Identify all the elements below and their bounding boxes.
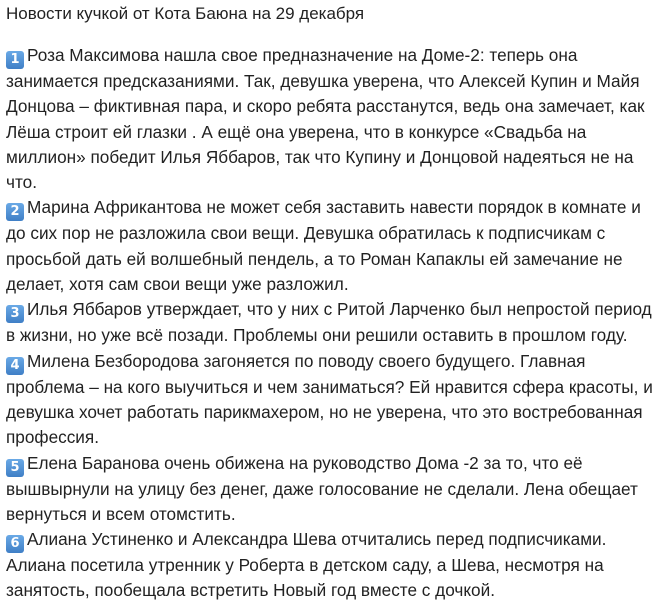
keycap-digit-one-icon: 1: [6, 51, 24, 69]
post-title: Новости кучкой от Кота Баюна на 29 декабря: [6, 4, 365, 23]
news-item-1: [6, 43, 664, 195]
news-item-text: Милена Безбородова загоняется по поводу своего будущего. Главная проблема – на кого выучиться и чем заниматься? Ей нравится сфера красоты, и девушка хочет работать парикмахером, но не уверена, что это востребованная профессия.: [6, 350, 653, 448]
keycap-digit-two-icon: 2: [6, 203, 24, 221]
keycap-digit-six-icon: 6: [6, 535, 24, 553]
news-item-text: Алиана Устиненко и Александра Шева отчитались перед подписчиками. Алиана посетила утренник у Роберта в детском саду, а Шева, несмотря на занятость, пообещала встретить Новый год вместе с дочкой.: [6, 529, 607, 601]
news-item-text: Роза Максимова нашла свое предназначение на Доме-2: теперь она занимается предсказаниями. Так, девушка уверена, что Алексей Купин и Майя Донцова – фиктивная пара, и скоро ребята расстанутся, ведь она замечает, как Лёша строит ей глазки . А ещё она уверена, что в конкурсе «Свадьба на миллион» победит Илья Яббаров, так что Купину и Донцовой надеяться не на что.: [6, 45, 645, 193]
keycap-digit-four-icon: 4: [6, 357, 24, 375]
keycap-digit-five-icon: 5: [6, 459, 24, 477]
news-item-6: [6, 527, 664, 604]
news-item-3: [6, 297, 664, 348]
keycap-digit-three-icon: 3: [6, 305, 24, 323]
news-item-5: [6, 451, 664, 528]
news-item-4: [6, 349, 664, 451]
news-item-text: Елена Баранова очень обижена на руководство Дома -2 за то, что её вышвырнули на улицу без денег, даже голосование не сделали. Лена обещает вернуться и всем отомстить.: [6, 452, 638, 524]
news-item-text: Илья Яббаров утверждает, что у них с Ритой Ларченко был непростой период в жизни, но уже всё позади. Проблемы они решили оставить в прошлом году.: [6, 299, 652, 346]
news-list: [6, 43, 664, 604]
news-item-2: [6, 195, 664, 297]
news-item-text: Марина Африкантова не может себя заставить навести порядок в комнате и до сих пор не разложила свои вещи. Девушка обратилась к подписчикам с просьбой дать ей волшебный пендель, а то Роман Капаклы ей замечание не делает, хотя сам свои вещи уже разложил.: [6, 197, 641, 295]
